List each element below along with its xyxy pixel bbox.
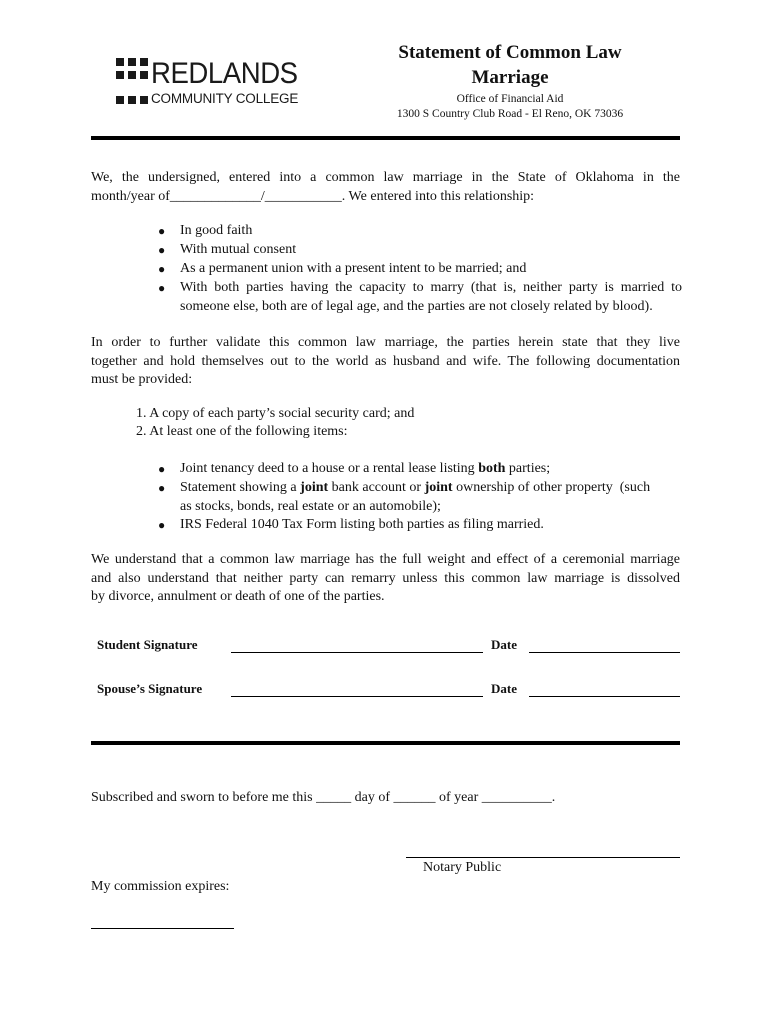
logo-square: [116, 58, 124, 66]
list-item: ● IRS Federal 1040 Tax Form listing both parties as filing married.: [180, 516, 682, 535]
office-name: Office of Financial Aid: [456, 93, 564, 105]
header-divider: [91, 136, 680, 140]
list-item: ● In good faith: [180, 222, 682, 241]
bullet-icon: ●: [158, 281, 166, 295]
college-logo: [116, 58, 316, 112]
logo-square: [128, 96, 136, 104]
bullet-icon: ●: [158, 224, 166, 238]
title-line-1: Statement of Common Law: [398, 42, 622, 63]
sworn-statement: Subscribed and sworn to before me this _____ day of ______ of year __________.: [91, 790, 556, 805]
bullet-icon: ●: [158, 481, 166, 495]
intro-paragraph: [91, 169, 680, 206]
commission-expiration-field[interactable]: [91, 928, 234, 929]
bullet-icon: ●: [158, 462, 166, 476]
student-date-label: Date: [491, 637, 517, 652]
logo-square: [128, 58, 136, 66]
spouse-date-field[interactable]: [529, 696, 680, 697]
logo-subtitle: COMMUNITY COLLEGE: [151, 91, 299, 106]
requirement-2: 2. At least one of the following items:: [136, 424, 348, 439]
office-address: 1300 S Country Club Road - El Reno, OK 73036: [396, 108, 624, 120]
list-item: ● Statement showing a joint bank account or joint ownership of other property (such as stocks, bonds, real estate or an automobile);: [158, 480, 651, 514]
commission-expires-label: My commission expires:: [91, 879, 230, 894]
notary-signature-field[interactable]: [406, 857, 680, 858]
spouse-signature-field[interactable]: [231, 696, 483, 697]
logo-square: [140, 71, 148, 79]
list-item: ● Joint tenancy deed to a house or a rental lease listing both parties;: [180, 460, 682, 479]
section-divider: [91, 741, 680, 745]
student-signature-label: Student Signature: [97, 637, 198, 652]
understanding-line-3: by divorce, annulment or death of one of the parties.: [91, 589, 385, 604]
understanding-paragraph: [91, 551, 680, 607]
student-date-field[interactable]: [529, 652, 680, 653]
logo-name: REDLANDS: [151, 57, 298, 90]
logo-square: [140, 58, 148, 66]
understanding-line-2: and also understand that neither party can remarry unless this common law marriage is dissolved: [91, 570, 680, 586]
validation-line-3: must be provided:: [91, 372, 193, 387]
bullet-icon: ●: [158, 243, 166, 257]
logo-square: [128, 71, 136, 79]
validation-line-2: together and hold themselves out to the world as husband and wife. The following documentation: [91, 353, 680, 369]
validation-paragraph: [91, 334, 680, 390]
logo-square: [140, 96, 148, 104]
list-item: ● With both parties having the capacity to marry (that is, neither party is married to someone else, both are of legal age, and the parties are not closely related by blood).: [158, 280, 682, 314]
requirement-1: 1. A copy of each party’s social security card; and: [136, 406, 415, 421]
spouse-date-label: Date: [491, 681, 517, 696]
logo-square: [116, 96, 124, 104]
notary-public-label: Notary Public: [423, 860, 502, 875]
list-item: ● As a permanent union with a present intent to be married; and: [180, 260, 682, 279]
bullet-icon: ●: [158, 262, 166, 276]
spouse-signature-label: Spouse’s Signature: [97, 681, 203, 696]
list-item: ● With mutual consent: [180, 241, 682, 260]
understanding-line-1: We understand that a common law marriage has the full weight and effect of a ceremonial marriage: [91, 552, 680, 567]
intro-line-1: We, the undersigned, entered into a common law marriage in the State of Oklahoma in the: [91, 170, 680, 185]
document-title: [340, 40, 680, 90]
bullet-icon: ●: [158, 518, 166, 532]
title-line-2: Marriage: [471, 67, 549, 88]
validation-line-1: In order to further validate this common law marriage, the parties herein state that they live: [91, 335, 680, 350]
logo-square: [116, 71, 124, 79]
student-signature-field[interactable]: [231, 652, 483, 653]
intro-line-2: month/year of_____________/___________. We entered into this relationship:: [91, 188, 535, 204]
